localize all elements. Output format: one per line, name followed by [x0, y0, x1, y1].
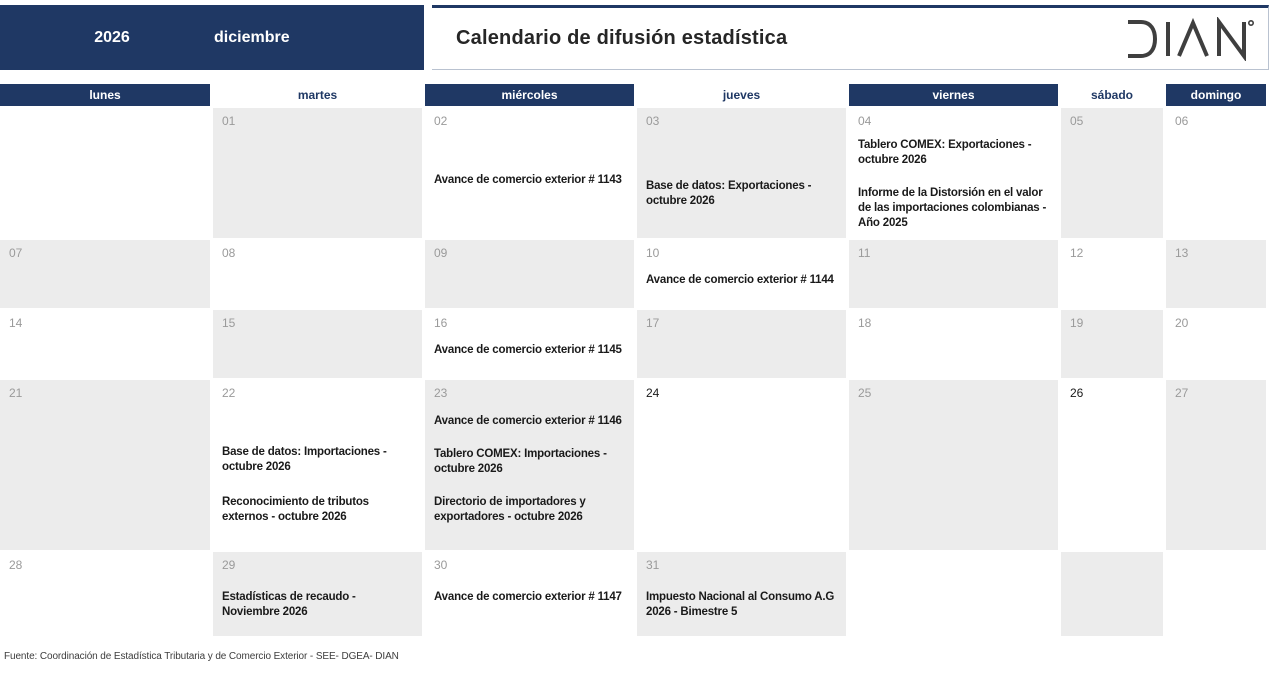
date-number: 01	[222, 114, 236, 128]
source-note: Fuente: Coordinación de Estadística Tributaria y de Comercio Exterior - SEE- DGEA- DIAN	[4, 651, 399, 662]
day-cell-06	[1166, 108, 1266, 238]
day-cell-22	[213, 380, 422, 550]
event-label: Avance de comercio exterior # 1146	[434, 415, 622, 427]
year-label: 2026	[94, 28, 130, 46]
event-label: Avance de comercio exterior # 1147	[434, 591, 622, 603]
event-list	[646, 273, 839, 288]
event-label: Reconocimiento de tributos externos - octubre 2026	[222, 496, 369, 523]
date-number: 06	[1175, 114, 1189, 128]
date-number: 18	[858, 316, 872, 330]
day-cell-12	[1061, 240, 1163, 308]
day-cell-13	[1166, 240, 1266, 308]
event-list	[434, 343, 627, 358]
day-cell-02	[425, 108, 634, 238]
day-cell-26	[1061, 380, 1163, 550]
event-list	[222, 590, 415, 620]
title-bar	[432, 5, 1269, 70]
event-label: Estadísticas de recaudo - Noviembre 2026	[222, 591, 356, 618]
date-number: 19	[1070, 316, 1084, 330]
event-label: Impuesto Nacional al Consumo A.G 2026 - Bimestre 5	[646, 591, 835, 618]
month-year-banner	[0, 5, 424, 70]
event-list	[646, 590, 839, 620]
date-number: 07	[9, 246, 23, 260]
event-label: Informe de la Distorsión en el valor de las importaciones colombianas - Año 2025	[858, 187, 1047, 229]
event-label: Tablero COMEX: Exportaciones - octubre 2026	[858, 139, 1032, 166]
day-cell-24	[637, 380, 846, 550]
day-cell-16	[425, 310, 634, 378]
day-cell-03	[637, 108, 846, 238]
event-label: Base de datos: Importaciones - octubre 2026	[222, 446, 387, 473]
date-number: 26	[1070, 386, 1084, 400]
date-number: 22	[222, 386, 236, 400]
date-number: 27	[1175, 386, 1189, 400]
day-cell-10	[637, 240, 846, 308]
day-cell-empty	[1061, 552, 1163, 636]
day-cell-20	[1166, 310, 1266, 378]
date-number: 11	[858, 246, 871, 260]
weekday-header-miercoles: miércoles	[425, 84, 634, 106]
day-cell-empty	[0, 108, 210, 238]
event-list	[858, 138, 1051, 231]
weekday-header-row	[0, 84, 1266, 106]
event-label: Avance de comercio exterior # 1143	[434, 174, 622, 186]
day-cell-05	[1061, 108, 1163, 238]
day-cell-25	[849, 380, 1058, 550]
day-cell-empty	[1166, 552, 1266, 636]
date-number: 24	[646, 386, 660, 400]
day-cell-04	[849, 108, 1058, 238]
date-number: 25	[858, 386, 872, 400]
day-cell-23	[425, 380, 634, 550]
event-label: Avance de comercio exterior # 1144	[646, 274, 834, 286]
day-cell-30	[425, 552, 634, 636]
date-number: 16	[434, 316, 448, 330]
day-cell-31	[637, 552, 846, 636]
weekday-header-lunes: lunes	[0, 84, 210, 106]
date-number: 05	[1070, 114, 1084, 128]
weekday-header-martes: martes	[213, 84, 422, 106]
date-number: 31	[646, 558, 660, 572]
day-cell-11	[849, 240, 1058, 308]
day-cell-01	[213, 108, 422, 238]
event-list	[646, 179, 839, 209]
weekday-header-viernes: viernes	[849, 84, 1058, 106]
calendar-grid	[0, 108, 1266, 636]
event-label: Directorio de importadores y exportadores - octubre 2026	[434, 496, 586, 523]
date-number: 15	[222, 316, 236, 330]
event-list	[222, 445, 415, 525]
date-number: 10	[646, 246, 660, 260]
day-cell-09	[425, 240, 634, 308]
day-cell-28	[0, 552, 210, 636]
day-cell-15	[213, 310, 422, 378]
date-number: 30	[434, 558, 448, 572]
day-cell-17	[637, 310, 846, 378]
event-label: Base de datos: Exportaciones - octubre 2026	[646, 180, 812, 207]
event-list	[434, 173, 627, 188]
day-cell-empty	[849, 552, 1058, 636]
date-number: 03	[646, 114, 660, 128]
top-banner	[0, 5, 1269, 70]
dian-logo	[1124, 17, 1256, 61]
day-cell-08	[213, 240, 422, 308]
day-cell-18	[849, 310, 1058, 378]
date-number: 04	[858, 114, 872, 128]
date-number: 12	[1070, 246, 1084, 260]
weekday-header-jueves: jueves	[637, 84, 846, 106]
date-number: 09	[434, 246, 448, 260]
date-number: 28	[9, 558, 23, 572]
day-cell-27	[1166, 380, 1266, 550]
dian-logo-icon	[1124, 17, 1256, 61]
date-number: 17	[646, 316, 660, 330]
date-number: 23	[434, 386, 448, 400]
event-label: Tablero COMEX: Importaciones - octubre 2026	[434, 448, 607, 475]
day-cell-19	[1061, 310, 1163, 378]
date-number: 20	[1175, 316, 1189, 330]
date-number: 14	[9, 316, 23, 330]
date-number: 13	[1175, 246, 1189, 260]
day-cell-07	[0, 240, 210, 308]
date-number: 08	[222, 246, 236, 260]
weekday-header-sabado: sábado	[1061, 84, 1163, 106]
month-label: diciembre	[214, 28, 290, 46]
date-number: 21	[9, 386, 23, 400]
date-number: 02	[434, 114, 448, 128]
event-list	[434, 590, 627, 605]
event-label: Avance de comercio exterior # 1145	[434, 344, 622, 356]
event-list	[434, 414, 627, 525]
date-number: 29	[222, 558, 236, 572]
day-cell-21	[0, 380, 210, 550]
weekday-header-domingo: domingo	[1166, 84, 1266, 106]
page-title: Calendario de difusión estadística	[456, 27, 788, 49]
day-cell-29	[213, 552, 422, 636]
day-cell-14	[0, 310, 210, 378]
